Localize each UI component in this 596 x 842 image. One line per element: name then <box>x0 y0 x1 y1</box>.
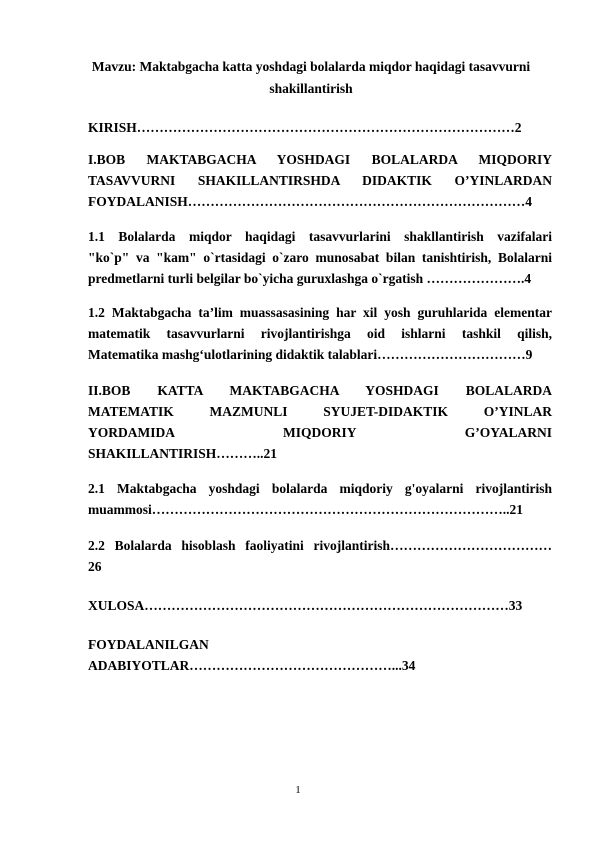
toc-entry-chapter-1 <box>88 149 552 212</box>
toc-xulosa-text: XULOSA………………………………………………………………………33 <box>88 598 523 613</box>
toc-entry-section-2-1 <box>88 478 552 520</box>
toc-section-1-2-line-3: Matematika mashg‘ulotlarining didaktik talablari……………………………9 <box>88 347 533 362</box>
toc-chapter-1-line-3: FOYDALANISH…………………………………………………………………4 <box>88 194 533 209</box>
page-number: 1 <box>295 784 301 796</box>
toc-chapter-2-line-2: MATEMATIK MAZMUNLI SYUJET-DIDAKTIK O’YINLAR <box>88 404 552 419</box>
toc-chapter-2-line-4: SHAKILLANTIRISH………..21 <box>88 446 278 461</box>
toc-section-1-1-line-1: 1.1 Bolalarda miqdor haqidagi tasavvurlarini shakllantirish vazifalari <box>88 229 552 244</box>
toc-entry-section-2-2 <box>88 535 552 577</box>
toc-section-2-1-line-1: 2.1 Maktabgacha yoshdagi bolalarda miqdoriy g'oyalarni rivojlantirish <box>88 481 552 496</box>
toc-section-1-2-line-2: matematik tasavvurlarni rivojlantirishga oid ishlarni tashkil qilish, <box>88 326 552 341</box>
toc-chapter-2-line-1: II.BOB KATTA MAKTABGACHA YOSHDAGI BOLALARDA <box>88 383 552 398</box>
toc-entry-references <box>88 634 552 676</box>
toc-kirish-text: KIRISH…………………………………………………………………………2 <box>88 120 522 135</box>
document-title <box>60 56 562 100</box>
toc-section-2-2-line-1: 2.2 Bolalarda hisoblash faoliyatini rivojlantirish……………………………… <box>88 538 552 553</box>
toc-section-2-1-line-2: muammosi……………………………………………………………………..21 <box>88 502 523 517</box>
toc-chapter-2-line-3: YORDAMIDA MIQDORIY G’OYALARNI <box>88 425 552 440</box>
toc-entry-kirish <box>88 117 552 138</box>
toc-entry-xulosa <box>88 595 552 616</box>
toc-references-line-1: FOYDALANILGAN <box>88 637 209 652</box>
toc-chapter-1-line-2: TASAVVURNI SHAKILLANTIRSHDA DIDAKTIK O’YINLARDAN <box>88 173 552 188</box>
toc-section-2-2-line-2: 26 <box>88 559 102 574</box>
title-line-1: Mavzu: Maktabgacha katta yoshdagi bolalarda miqdor haqidagi tasavvurni <box>91 59 531 74</box>
toc-section-1-2-line-1: 1.2 Maktabgacha ta’lim muassasasining har xil yosh guruhlarida elementar <box>88 305 552 320</box>
toc-chapter-1-line-1: I.BOB MAKTABGACHA YOSHDAGI BOLALARDA MIQDORIY <box>88 152 552 167</box>
toc-section-1-1-line-2: "ko`p" va "kam" o`rtasidagi o`zaro munosabat bilan tanishtirish, Bolalarni <box>88 250 552 265</box>
title-line-2: shakillantirish <box>269 81 353 96</box>
toc-section-1-1-line-3: predmetlarni turli belgilar bo`yicha guruxlashga o`rgatish ………………….4 <box>88 271 532 286</box>
toc-entry-chapter-2 <box>88 380 552 464</box>
toc-entry-section-1-2 <box>88 302 552 365</box>
toc-references-line-2: ADABIYOTLAR………………………………………...34 <box>88 658 416 673</box>
toc-entry-section-1-1 <box>88 226 552 289</box>
